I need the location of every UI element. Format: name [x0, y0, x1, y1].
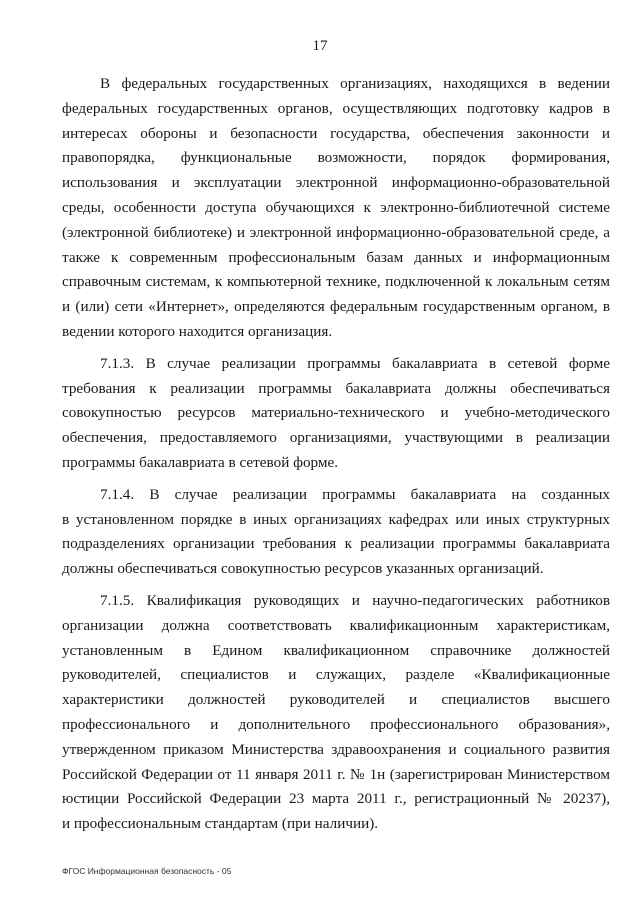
text-line: федеральных государственных органов, осуществляющих подготовку кадров в: [62, 99, 610, 117]
text-line: обеспечения, предоставляемого организациями, участвующими в реализации: [62, 429, 610, 447]
text-line: должны обеспечиваться совокупностью ресурсов указанных организаций.: [62, 560, 544, 578]
text-line: 7.1.5. Квалификация руководящих и научно-педагогических работников: [100, 591, 610, 609]
text-line: 7.1.4. В случае реализации программы бакалавриата на созданных: [100, 485, 610, 503]
paragraph-access: [62, 72, 610, 345]
text-line: утвержденном приказом Министерства здравоохранения и социального развития: [62, 740, 610, 758]
paragraph-7-1-3: [62, 352, 610, 476]
text-line: (электронной библиотеке) и электронной информационно-образовательной среде, а: [62, 223, 610, 241]
text-line: установленным в Едином квалификационном справочнике должностей: [62, 641, 610, 659]
text-line: организации должна соответствовать квалификационным характеристикам,: [62, 616, 610, 634]
text-line: характеристики должностей руководителей и специалистов высшего: [62, 691, 610, 709]
text-line: и профессиональным стандартам (при наличии).: [62, 815, 379, 833]
text-line: интересах обороны и безопасности государства, обеспечения законности и: [62, 124, 610, 142]
text-line: руководителей, специалистов и служащих, разделе «Квалификационные: [62, 666, 610, 684]
text-line: в установленном порядке в иных организациях кафедрах или иных структурных: [62, 510, 610, 528]
text-line: справочным системам, к компьютерной технике, подключенной к локальным сетям: [62, 273, 610, 291]
text-line: также к современным профессиональным базам данных и информационным: [62, 248, 610, 266]
text-line: правопорядка, функциональные возможности, порядок формирования,: [62, 149, 610, 167]
text-line: юстиции Российской Федерации 23 марта 2011 г., регистрационный № 20237),: [62, 790, 610, 808]
page-footer: ФГОС Информационная безопасность - 05: [62, 866, 232, 876]
text-line: программы бакалавриата в сетевой форме.: [62, 453, 339, 471]
text-line: использования и эксплуатации электронной информационно-образовательной: [62, 174, 610, 192]
document-body: [62, 72, 610, 844]
text-line: требования к реализации программы бакалавриата должны обеспечиваться: [62, 379, 610, 397]
text-line: среды, особенности доступа обучающихся к электронно-библиотечной системе: [62, 198, 610, 216]
paragraph-7-1-5: [62, 589, 610, 837]
text-line: Российской Федерации от 11 января 2011 г. № 1н (зарегистрирован Министерством: [62, 765, 610, 783]
text-line: профессионального и дополнительного профессионального образования»,: [62, 715, 610, 733]
paragraph-7-1-4: [62, 483, 610, 582]
page-number: 17: [312, 38, 328, 54]
text-line: 7.1.3. В случае реализации программы бакалавриата в сетевой форме: [100, 354, 610, 372]
text-line: В федеральных государственных организациях, находящихся в ведении: [100, 75, 610, 92]
text-line: подразделениях организации требования к реализации программы бакалавриата: [62, 535, 610, 553]
text-line: и (или) сети «Интернет», определяются федеральным государственным органом, в: [62, 298, 610, 316]
text-line: ведении которого находится организация.: [62, 322, 333, 340]
text-line: совокупностью ресурсов материально-технического и учебно-методического: [62, 404, 610, 422]
